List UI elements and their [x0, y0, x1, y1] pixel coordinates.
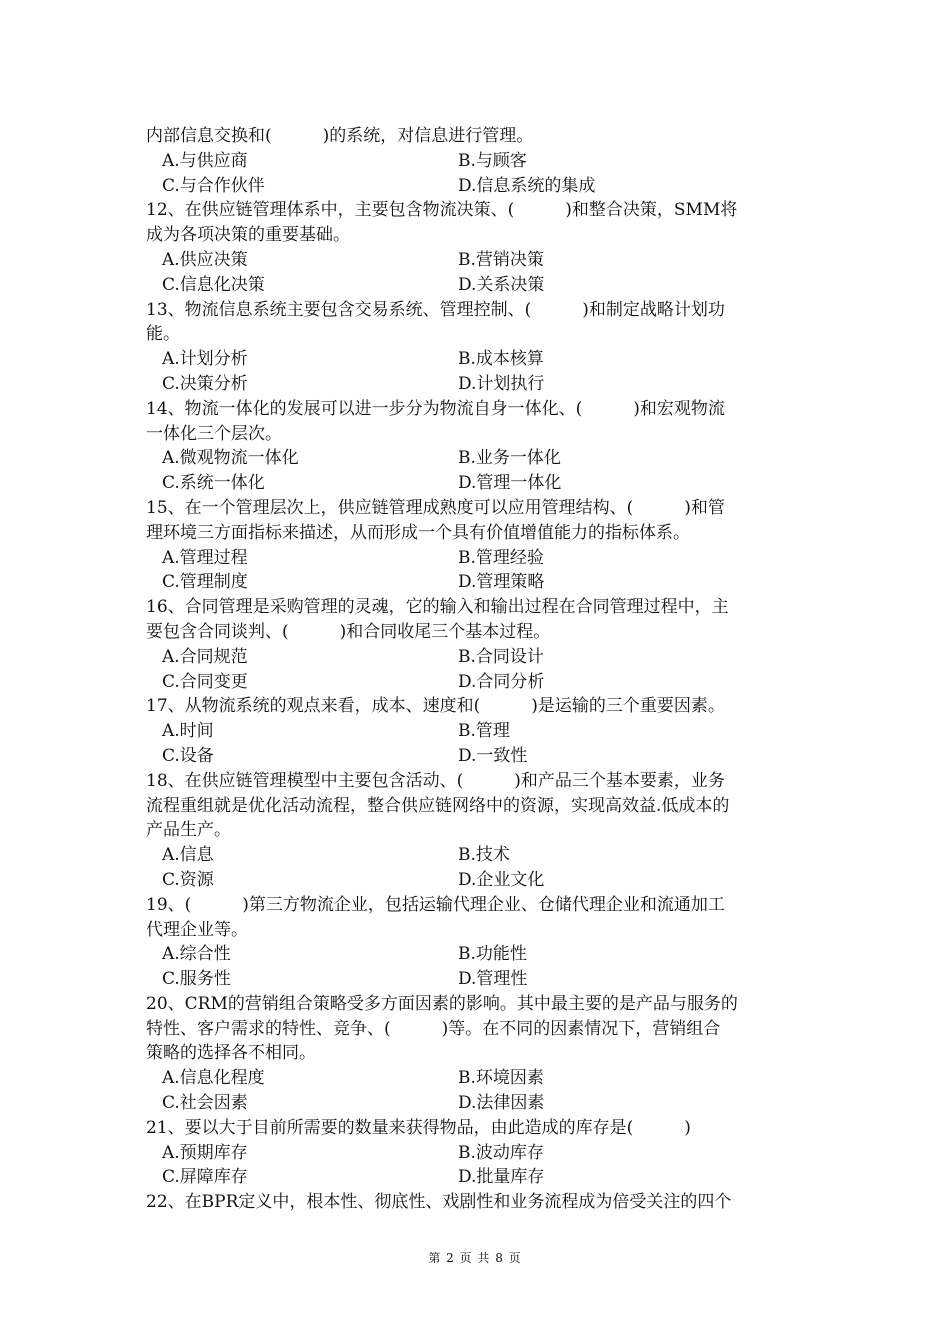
question-block: [146, 595, 810, 694]
option-d: D.批量库存: [458, 1167, 545, 1188]
question-text-line: 14、物流一体化的发展可以进一步分为物流自身一体化、( )和宏观物流: [146, 398, 725, 419]
page-body: [146, 124, 810, 1215]
option-row: [146, 868, 810, 893]
option-b: B.波动库存: [458, 1142, 544, 1163]
option-row: [146, 546, 810, 571]
option-b: B.功能性: [458, 944, 527, 965]
option-row: [146, 174, 810, 199]
question-text-line: 理环境三方面指标来描述，从而形成一个具有价值增值能力的指标体系。: [146, 522, 690, 543]
question-block: [146, 694, 810, 768]
option-c: C.与合作伙伴: [162, 175, 265, 196]
option-row: [146, 372, 810, 397]
option-b: B.成本核算: [458, 349, 544, 370]
option-d: D.计划执行: [458, 373, 545, 394]
question-text-line: 代理企业等。: [146, 919, 248, 940]
question-text-line: 成为各项决策的重要基础。: [146, 225, 350, 246]
option-b: B.技术: [458, 845, 510, 866]
question-text-line: 12、在供应链管理体系中，主要包含物流决策、( )和整合决策，SMM将: [146, 200, 738, 221]
option-a: A.微观物流一体化: [162, 448, 299, 469]
option-b: B.与顾客: [458, 150, 527, 171]
option-d: D.法律因素: [458, 1093, 545, 1114]
question-text-line: 产品生产。: [146, 820, 231, 841]
option-c: C.管理制度: [162, 572, 248, 593]
option-d: D.管理性: [458, 969, 528, 990]
option-a: A.供应决策: [162, 249, 248, 270]
question-block: [146, 198, 810, 297]
question-block: [146, 1116, 810, 1190]
option-c: C.决策分析: [162, 373, 248, 394]
option-row: [146, 1141, 810, 1166]
option-c: C.合同变更: [162, 671, 248, 692]
option-b: B.环境因素: [458, 1068, 544, 1089]
option-row: [146, 719, 810, 744]
option-row: [146, 967, 810, 992]
option-a: A.信息化程度: [162, 1068, 265, 1089]
option-a: A.预期库存: [162, 1142, 248, 1163]
option-row: [146, 670, 810, 695]
question-text-line: 21、要以大于目前所需要的数量来获得物品，由此造成的库存是( ): [146, 1117, 691, 1138]
question-text-line: 一体化三个层次。: [146, 423, 282, 444]
question-block: [146, 1190, 810, 1215]
option-c: C.系统一体化: [162, 473, 265, 494]
option-row: [146, 248, 810, 273]
option-d: D.管理策略: [458, 572, 545, 593]
option-c: C.服务性: [162, 969, 231, 990]
question-block: [146, 496, 810, 595]
option-row: [146, 149, 810, 174]
option-row: [146, 843, 810, 868]
question-text-line: 15、在一个管理层次上，供应链管理成熟度可以应用管理结构、( )和管: [146, 497, 725, 518]
option-row: [146, 645, 810, 670]
option-row: [146, 1091, 810, 1116]
option-c: C.信息化决策: [162, 274, 265, 295]
question-text-line: 16、合同管理是采购管理的灵魂，它的输入和输出过程在合同管理过程中，主: [146, 597, 729, 618]
option-c: C.社会因素: [162, 1093, 248, 1114]
option-row: [146, 446, 810, 471]
option-b: B.营销决策: [458, 249, 544, 270]
question-block: [146, 769, 810, 893]
option-row: [146, 347, 810, 372]
option-c: C.资源: [162, 869, 214, 890]
page-footer: 第 2 页 共 8 页: [428, 1251, 522, 1265]
option-d: D.企业文化: [458, 869, 545, 890]
question-text-line: 特性、客户需求的特性、竞争、( )等。在不同的因素情况下，营销组合: [146, 1018, 721, 1039]
option-d: D.管理一体化: [458, 473, 562, 494]
question-text-line: 要包含合同谈判、( )和合同收尾三个基本过程。: [146, 621, 551, 642]
question-text-line: 20、CRM的营销组合策略受多方面因素的影响。其中最主要的是产品与服务的: [146, 993, 738, 1014]
question-text-line: 18、在供应链管理模型中主要包含活动、( )和产品三个基本要素，业务: [146, 770, 725, 791]
option-d: D.关系决策: [458, 274, 545, 295]
option-b: B.合同设计: [458, 646, 544, 667]
option-a: A.合同规范: [162, 646, 248, 667]
question-text-line: 17、从物流系统的观点来看，成本、速度和( )是运输的三个重要因素。: [146, 696, 725, 717]
question-text-line: 19、( )第三方物流企业，包括运输代理企业、仓储代理企业和流通加工: [146, 894, 725, 915]
option-c: C.屏障库存: [162, 1167, 248, 1188]
option-row: [146, 471, 810, 496]
option-row: [146, 1066, 810, 1091]
option-d: D.一致性: [458, 745, 528, 766]
option-a: A.时间: [162, 721, 214, 742]
question-text-line: 流程重组就是优化活动流程，整合供应链网络中的资源，实现高效益.低成本的: [146, 795, 730, 816]
option-d: D.信息系统的集成: [458, 175, 596, 196]
question-text-line: 内部信息交换和( )的系统，对信息进行管理。: [146, 126, 534, 146]
option-c: C.设备: [162, 745, 214, 766]
option-a: A.信息: [162, 845, 214, 866]
option-b: B.管理经验: [458, 547, 544, 568]
option-row: [146, 273, 810, 298]
question-block: [146, 893, 810, 992]
option-b: B.业务一体化: [458, 448, 561, 469]
option-a: A.综合性: [162, 944, 231, 965]
question-text-line: 13、物流信息系统主要包含交易系统、管理控制、( )和制定战略计划功: [146, 299, 725, 320]
option-d: D.合同分析: [458, 671, 545, 692]
option-b: B.管理: [458, 721, 510, 742]
question-block: [146, 992, 810, 1116]
question-list: [146, 198, 810, 1215]
option-row: [146, 570, 810, 595]
question-block: [146, 397, 810, 496]
question-block: [146, 298, 810, 397]
question-text-line: 策略的选择各不相同。: [146, 1043, 316, 1064]
option-row: [146, 1165, 810, 1190]
option-row: [146, 744, 810, 769]
option-a: A.与供应商: [162, 150, 248, 171]
question-text-line: 能。: [146, 324, 180, 345]
option-a: A.计划分析: [162, 349, 248, 370]
question-text-line: 22、在BPR定义中，根本性、彻底性、戏剧性和业务流程成为倍受关注的四个: [146, 1192, 732, 1213]
option-a: A.管理过程: [162, 547, 248, 568]
option-row: [146, 942, 810, 967]
